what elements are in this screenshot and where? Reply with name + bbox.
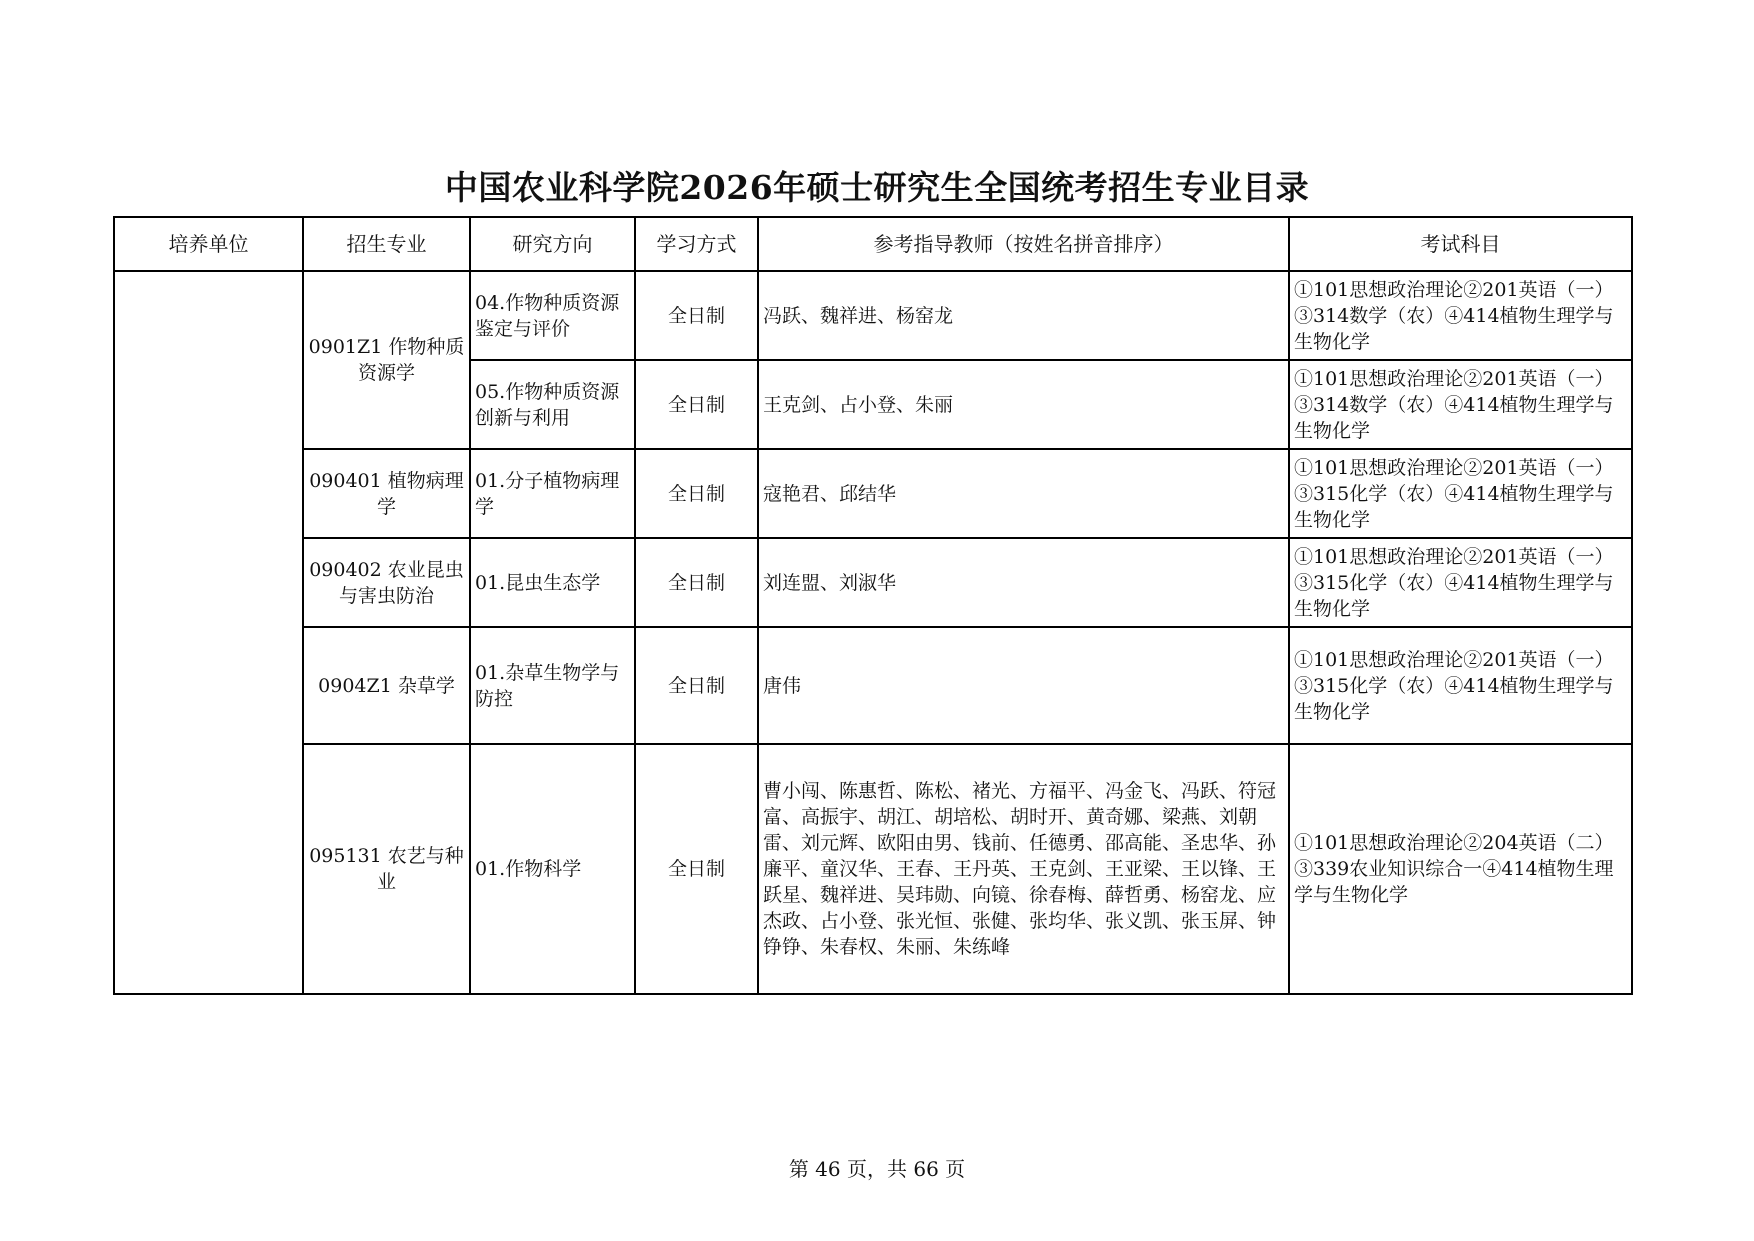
exams-cell: ①101思想政治理论②201英语（一）③315化学（农）④414植物生理学与生物化学: [1289, 538, 1632, 627]
major-cell: 095131 农艺与种业: [303, 744, 470, 994]
exams-cell: ①101思想政治理论②201英语（一）③314数学（农）④414植物生理学与生物化学: [1289, 360, 1632, 449]
page-footer: 第 46 页，共 66 页: [788, 1157, 966, 1181]
advisors-cell: 刘连盟、刘淑华: [758, 538, 1289, 627]
exams-cell: ①101思想政治理论②204英语（二）③339农业知识综合一④414植物生理学与生物化学: [1289, 744, 1632, 994]
unit-cell: [114, 271, 303, 994]
table-row: [114, 271, 1632, 360]
advisors-cell: 王克剑、占小登、朱丽: [758, 360, 1289, 449]
study-mode-cell: 全日制: [635, 449, 758, 538]
page-title: 中国农业科学院2026年硕士研究生全国统考招生专业目录: [444, 168, 1310, 207]
advisors-cell: 曹小闯、陈惠哲、陈松、褚光、方福平、冯金飞、冯跃、符冠富、高振宇、胡江、胡培松、胡时开、黄奇娜、梁燕、刘朝雷、刘元辉、欧阳由男、钱前、任德勇、邵高能、圣忠华、孙廉平、童汉华、王春、王丹英、王克剑、王亚梁、王以锋、王跃星、魏祥进、吴玮勋、向镜、徐春梅、薛哲勇、杨窑龙、应杰政、占小登、张光恒、张健、张均华、张义凯、张玉屏、钟铮铮、朱春权、朱丽、朱练峰: [758, 744, 1289, 994]
direction-cell: 04.作物种质资源鉴定与评价: [470, 271, 635, 360]
major-cell: 090402 农业昆虫与害虫防治: [303, 538, 470, 627]
study-mode-cell: 全日制: [635, 744, 758, 994]
major-cell: 0901Z1 作物种质资源学: [303, 271, 470, 449]
header-direction: 研究方向: [470, 217, 635, 271]
study-mode-cell: 全日制: [635, 360, 758, 449]
exams-cell: ①101思想政治理论②201英语（一）③315化学（农）④414植物生理学与生物化学: [1289, 627, 1632, 744]
advisors-cell: 冯跃、魏祥进、杨窑龙: [758, 271, 1289, 360]
header-exams: 考试科目: [1289, 217, 1632, 271]
header-study-mode: 学习方式: [635, 217, 758, 271]
table-row: [114, 627, 1632, 744]
table-row: [114, 538, 1632, 627]
header-major: 招生专业: [303, 217, 470, 271]
exams-cell: ①101思想政治理论②201英语（一）③315化学（农）④414植物生理学与生物化学: [1289, 449, 1632, 538]
study-mode-cell: 全日制: [635, 271, 758, 360]
exams-cell: ①101思想政治理论②201英语（一）③314数学（农）④414植物生理学与生物化学: [1289, 271, 1632, 360]
header-advisors: 参考指导教师（按姓名拼音排序）: [758, 217, 1289, 271]
direction-cell: 01.昆虫生态学: [470, 538, 635, 627]
direction-cell: 05.作物种质资源创新与利用: [470, 360, 635, 449]
header-row: [114, 217, 1632, 271]
major-cell: 0904Z1 杂草学: [303, 627, 470, 744]
major-cell: 090401 植物病理学: [303, 449, 470, 538]
direction-cell: 01.分子植物病理学: [470, 449, 635, 538]
direction-cell: 01.作物科学: [470, 744, 635, 994]
catalog-table: [113, 216, 1633, 995]
advisors-cell: 唐伟: [758, 627, 1289, 744]
study-mode-cell: 全日制: [635, 538, 758, 627]
header-unit: 培养单位: [114, 217, 303, 271]
study-mode-cell: 全日制: [635, 627, 758, 744]
table-row: [114, 744, 1632, 994]
advisors-cell: 寇艳君、邱结华: [758, 449, 1289, 538]
table-row: [114, 449, 1632, 538]
direction-cell: 01.杂草生物学与防控: [470, 627, 635, 744]
